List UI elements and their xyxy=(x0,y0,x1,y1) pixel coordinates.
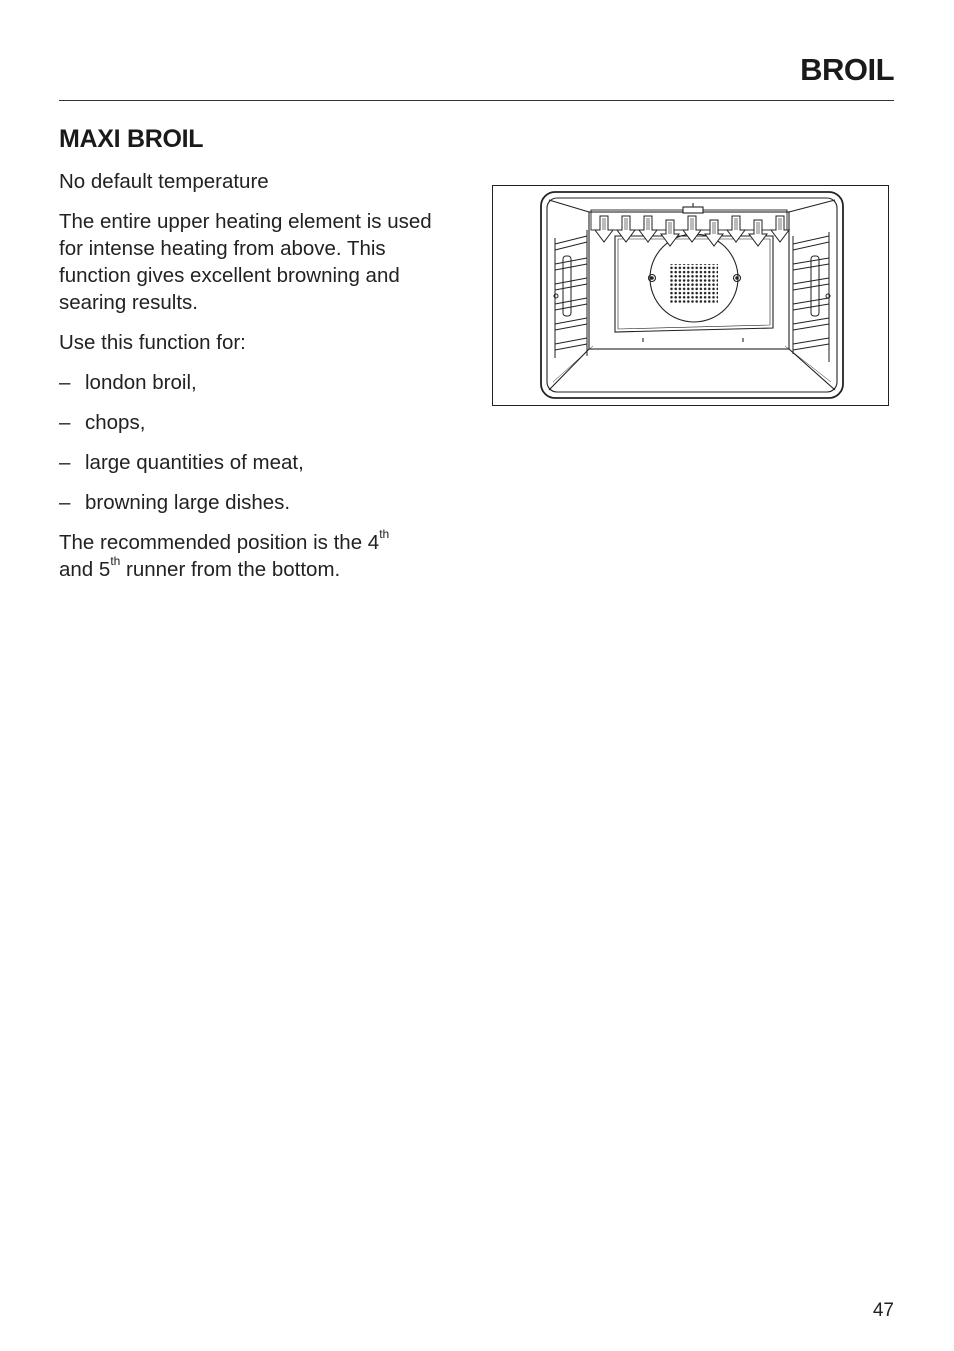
list-dash: – xyxy=(59,451,71,474)
list-dash: – xyxy=(59,411,71,434)
recommendation-sup1: th xyxy=(379,527,390,542)
description-paragraph: The entire upper heating element is used for intense heating from above. This function gives excellent browning and searing results. xyxy=(59,210,432,314)
body-text-column xyxy=(59,168,459,596)
recommendation-part2: and 5 xyxy=(59,558,111,581)
recommendation-paragraph xyxy=(59,529,459,583)
list-item xyxy=(59,369,459,396)
list-item xyxy=(59,489,459,516)
uses-list xyxy=(59,369,459,516)
list-dash: – xyxy=(59,491,71,514)
list-item xyxy=(59,449,459,476)
page-header-title: BROIL xyxy=(800,52,894,87)
default-temperature-text: No default temperature xyxy=(59,170,269,193)
header-divider xyxy=(59,100,894,101)
list-item-text: london broil, xyxy=(85,371,197,394)
list-item-text: chops, xyxy=(85,411,146,434)
recommendation-sup2: th xyxy=(110,554,121,569)
list-item-text: large quantities of meat, xyxy=(85,451,304,474)
recommendation-part3: runner from the bottom. xyxy=(120,558,341,581)
section-title: MAXI BROIL xyxy=(59,125,204,153)
page-number: 47 xyxy=(872,1300,894,1321)
oven-illustration-frame xyxy=(492,185,889,406)
use-intro-text: Use this function for: xyxy=(59,331,246,354)
list-item xyxy=(59,409,459,436)
list-item-text: browning large dishes. xyxy=(85,491,291,514)
recommendation-part1: The recommended position is the 4 xyxy=(59,531,380,554)
oven-maxi-broil-icon xyxy=(493,186,888,405)
list-dash: – xyxy=(59,371,71,394)
